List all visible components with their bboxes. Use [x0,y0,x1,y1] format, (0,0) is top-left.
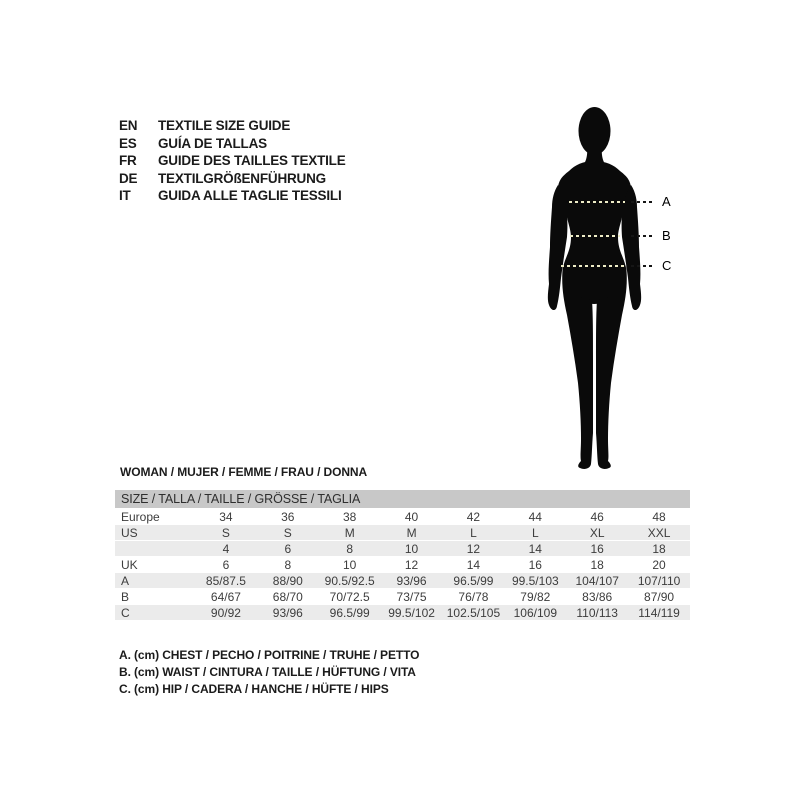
size-cell: 6 [222,557,230,572]
size-cell: 88/90 [272,573,303,588]
table-row [115,604,690,620]
size-cell: 12 [404,557,419,572]
size-cell: M [406,525,417,540]
row-label: UK [121,557,138,572]
marker-b-label: B [662,228,671,243]
row-values [195,558,690,572]
size-cell: 104/107 [575,573,619,588]
size-cell: 6 [284,541,292,556]
waist-dash-line [570,235,620,237]
marker-c-label: C [662,258,672,273]
row-label: A [121,573,130,588]
language-code: EN [119,118,138,134]
size-cell: 18 [652,541,666,556]
size-cell: 20 [652,557,666,572]
language-title: GUIDA ALLE TAGLIE TESSILI [158,188,342,204]
waist-dash-leader [631,235,654,237]
row-values [195,574,690,588]
row-values [195,526,690,540]
size-cell: 16 [528,557,542,572]
size-cell: 46 [590,509,604,524]
size-cell: XXL [647,525,671,540]
size-cell: 90/92 [210,605,241,620]
language-title: TEXTILE SIZE GUIDE [158,118,291,134]
size-cell: 76/78 [458,589,489,604]
size-cell: 73/75 [396,589,427,604]
size-cell: 8 [284,557,292,572]
language-row [119,117,346,135]
size-table [115,490,690,620]
size-cell: 14 [528,541,542,556]
row-label: C [121,605,130,620]
size-cell: 79/82 [520,589,551,604]
language-row [119,170,346,188]
size-cell: 96.5/99 [453,573,494,588]
size-cell: 12 [466,541,481,556]
size-cell: 107/110 [637,573,681,588]
language-title: GUIDE DES TAILLES TEXTILE [158,153,346,169]
row-values [195,542,690,556]
size-cell: 90.5/92.5 [324,573,375,588]
table-row [115,540,690,556]
size-cell: 40 [404,509,419,524]
size-cell: 64/67 [210,589,241,604]
chest-dash-leader [631,201,654,203]
language-title: TEXTILGRÖßENFÜHRUNG [158,170,326,186]
size-cell: 48 [652,509,666,524]
legend-line: B. (cm) WAIST / CINTURA / TAILLE / HÜFTUNG / VITA [119,664,416,679]
size-cell: 10 [343,557,357,572]
table-header: SIZE / TALLA / TAILLE / GRÖSSE / TAGLIA [115,490,690,508]
size-cell: L [531,525,539,540]
size-cell: 10 [404,541,419,556]
measurement-legend [119,646,419,697]
size-cell: 38 [343,509,357,524]
hip-dash-leader [631,265,654,267]
language-row [119,187,346,205]
legend-line: A. (cm) CHEST / PECHO / POITRINE / TRUHE / PETTO [119,647,420,662]
size-cell: 83/86 [582,589,613,604]
size-cell: 93/96 [396,573,427,588]
row-label: B [121,589,130,604]
size-cell: 85/87.5 [205,573,246,588]
language-code: IT [119,188,131,204]
language-title: GUÍA DE TALLAS [158,135,267,151]
size-cell: 87/90 [644,589,675,604]
row-values [195,590,690,604]
legend-line: C. (cm) HIP / CADERA / HANCHE / HÜFTE / HIPS [119,681,389,696]
marker-a-label: A [662,194,671,209]
row-values [195,606,690,620]
size-cell: S [283,525,292,540]
woman-silhouette [535,105,655,473]
language-code: ES [119,135,137,151]
size-cell: 68/70 [272,589,303,604]
size-cell: 34 [219,509,233,524]
size-cell: 96.5/99 [329,605,370,620]
size-cell: 42 [466,509,481,524]
size-cell: 106/109 [513,605,557,620]
chest-dash-line [569,201,625,203]
language-code: FR [119,153,137,169]
size-cell: 99.5/102 [388,605,435,620]
row-label: US [121,525,138,540]
size-cell: M [344,525,355,540]
size-cell: 99.5/103 [511,573,559,588]
row-values [195,510,690,524]
table-row [115,572,690,588]
size-cell: 93/96 [272,605,303,620]
size-cell: 14 [466,557,481,572]
size-cell: 8 [346,541,354,556]
row-label: Europe [121,509,160,524]
table-row [115,588,690,604]
hip-dash-line [561,265,627,267]
size-cell: 102.5/105 [446,605,501,620]
size-cell: 110/113 [576,605,618,620]
language-code: DE [119,170,138,186]
language-row [119,135,346,153]
language-row [119,152,346,170]
size-cell: 114/119 [638,605,680,620]
table-body [115,508,690,620]
language-list [119,117,346,205]
size-cell: 36 [281,509,295,524]
size-cell: 18 [590,557,604,572]
size-cell: 4 [222,541,230,556]
table-row [115,556,690,572]
size-cell: S [221,525,230,540]
woman-group-title: WOMAN / MUJER / FEMME / FRAU / DONNA [120,465,368,479]
size-cell: L [470,525,477,540]
table-row [115,524,690,540]
size-cell: XL [589,525,605,540]
size-cell: 44 [528,509,542,524]
size-cell: 70/72.5 [329,589,370,604]
size-cell: 16 [590,541,604,556]
table-row [115,508,690,524]
